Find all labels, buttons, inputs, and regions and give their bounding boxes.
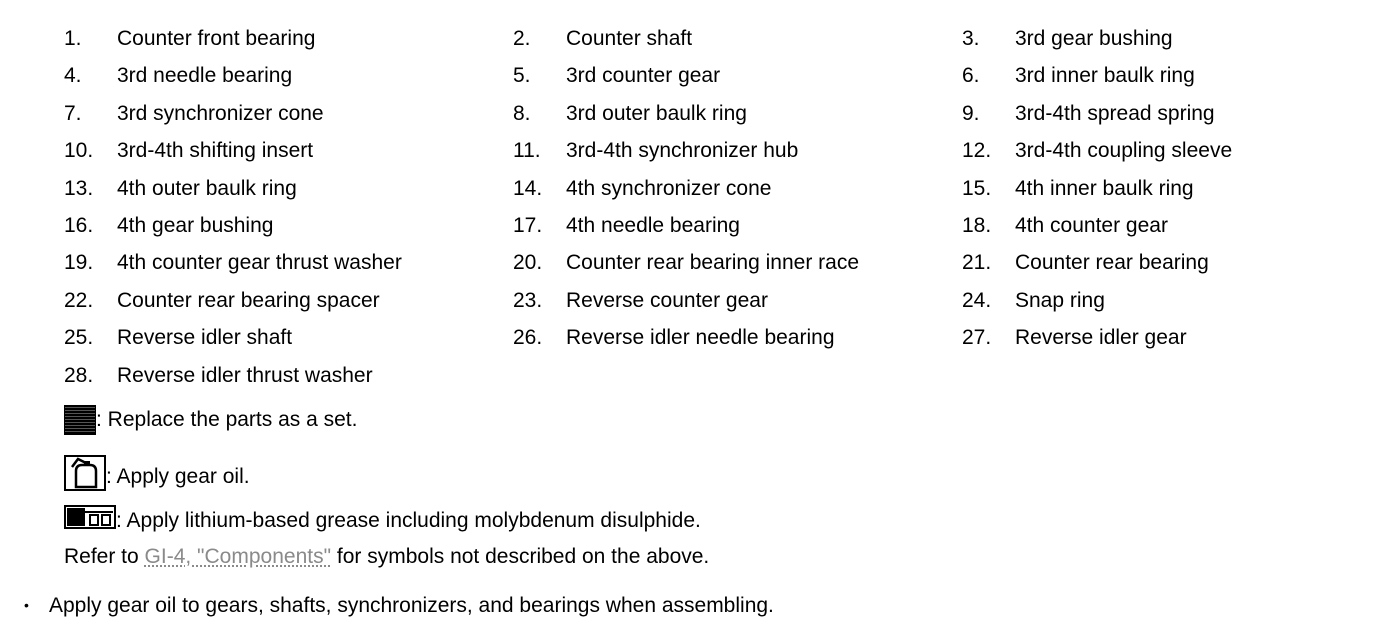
part-name: 3rd counter gear	[566, 64, 721, 88]
part-number: 25.	[64, 326, 94, 350]
legend-gear-oil-text: : Apply gear oil.	[106, 465, 250, 489]
part-item	[513, 209, 740, 243]
part-item	[64, 134, 313, 168]
part-name: Counter front bearing	[117, 27, 316, 50]
part-number: 28.	[64, 363, 94, 387]
parts-row	[64, 172, 1364, 209]
part-item	[962, 284, 1105, 318]
parts-row	[64, 246, 1364, 283]
parts-row	[64, 134, 1364, 171]
part-name: 3rd needle bearing	[117, 64, 293, 88]
part-item	[64, 246, 402, 280]
legend-gear-oil	[64, 455, 250, 500]
part-number: 27.	[962, 326, 992, 350]
part-name: 3rd inner baulk ring	[1015, 64, 1195, 88]
parts-row	[64, 209, 1364, 246]
part-name: 4th needle bearing	[566, 213, 740, 237]
part-name: Reverse idler gear	[1015, 326, 1187, 350]
part-number: 3.	[962, 27, 980, 50]
part-name: 4th inner baulk ring	[1015, 176, 1194, 200]
part-number: 20.	[513, 251, 543, 275]
replace-set-icon	[64, 405, 96, 435]
part-number: 26.	[513, 326, 543, 350]
components-link[interactable]: GI-4, "Components"	[144, 545, 332, 568]
part-number: 16.	[64, 213, 94, 237]
refer-suffix: for symbols not described on the above.	[331, 545, 710, 568]
part-name: Reverse idler needle bearing	[566, 326, 835, 350]
parts-row	[64, 284, 1364, 321]
part-number: 24.	[962, 288, 992, 312]
part-name: 3rd-4th shifting insert	[117, 139, 314, 163]
refer-line	[64, 542, 709, 572]
part-item	[962, 321, 1187, 355]
part-number: 14.	[513, 176, 543, 200]
gear-oil-icon	[64, 455, 106, 500]
part-name: Snap ring	[1015, 288, 1105, 312]
part-name: 3rd-4th synchronizer hub	[566, 139, 799, 163]
parts-list	[64, 22, 1364, 396]
part-name: Reverse idler thrust washer	[117, 363, 373, 387]
parts-row	[64, 22, 1364, 59]
part-number: 19.	[64, 251, 94, 275]
part-number: 8.	[513, 101, 531, 125]
assembly-note-text: Apply gear oil to gears, shafts, synchronizers, and bearings when assembling.	[49, 594, 774, 617]
refer-prefix: Refer to	[64, 545, 145, 568]
part-item	[513, 246, 859, 280]
part-item	[513, 59, 720, 93]
part-name: Counter rear bearing	[1015, 251, 1209, 275]
part-number: 5.	[513, 64, 531, 88]
part-item	[962, 209, 1168, 243]
part-item	[962, 59, 1195, 93]
part-name: Reverse idler shaft	[117, 326, 293, 350]
part-number: 2.	[513, 27, 531, 50]
part-number: 22.	[64, 288, 94, 312]
part-number: 12.	[962, 139, 992, 163]
part-item	[513, 172, 771, 206]
part-name: 3rd synchronizer cone	[117, 101, 324, 125]
part-item	[513, 22, 692, 56]
part-name: 4th counter gear thrust washer	[117, 251, 402, 275]
part-item	[962, 172, 1194, 206]
part-number: 23.	[513, 288, 543, 312]
part-number: 15.	[962, 176, 992, 200]
part-name: 3rd outer baulk ring	[566, 101, 747, 125]
parts-row	[64, 97, 1364, 134]
part-name: 3rd gear bushing	[1015, 27, 1173, 50]
parts-row	[64, 321, 1364, 358]
part-name: 3rd-4th spread spring	[1015, 101, 1215, 125]
part-name: 4th synchronizer cone	[566, 176, 772, 200]
part-item	[513, 284, 768, 318]
bullet-icon: •	[24, 597, 29, 613]
part-item	[64, 59, 292, 93]
part-number: 18.	[962, 213, 992, 237]
part-item	[64, 284, 380, 318]
part-item	[64, 97, 324, 131]
part-item	[513, 134, 798, 168]
part-number: 10.	[64, 139, 94, 163]
part-item	[513, 321, 835, 355]
assembly-note	[24, 590, 774, 621]
part-number: 21.	[962, 251, 992, 275]
legend-grease	[64, 505, 701, 538]
part-item	[962, 97, 1215, 131]
legend-replace-set-text: : Replace the parts as a set.	[96, 408, 358, 431]
part-item	[962, 22, 1173, 56]
part-item	[64, 22, 315, 56]
part-name: Counter rear bearing inner race	[566, 251, 859, 275]
part-number: 6.	[962, 64, 980, 88]
part-name: 4th counter gear	[1015, 213, 1168, 237]
part-item	[962, 246, 1209, 280]
parts-row	[64, 59, 1364, 96]
part-name: Counter rear bearing spacer	[117, 288, 380, 312]
part-item	[64, 209, 273, 243]
part-number: 13.	[64, 176, 94, 200]
part-name: Reverse counter gear	[566, 288, 768, 312]
part-item	[64, 321, 292, 355]
part-number: 17.	[513, 213, 543, 237]
part-item	[64, 172, 297, 206]
parts-row	[64, 359, 1364, 396]
part-name: 3rd-4th coupling sleeve	[1015, 139, 1233, 163]
part-name: 4th outer baulk ring	[117, 176, 297, 200]
part-item	[962, 134, 1232, 168]
part-item	[64, 359, 373, 393]
part-name: 4th gear bushing	[117, 213, 274, 237]
part-number: 9.	[962, 101, 980, 125]
part-number: 4.	[64, 64, 82, 88]
part-number: 7.	[64, 101, 82, 125]
grease-icon	[64, 505, 116, 538]
part-name: Counter shaft	[566, 27, 693, 50]
part-number: 1.	[64, 27, 82, 50]
part-item	[513, 97, 747, 131]
part-number: 11.	[513, 139, 541, 163]
legend-grease-text: : Apply lithium-based grease including molybdenum disulphide.	[116, 509, 701, 533]
legend-replace-set	[64, 405, 357, 435]
